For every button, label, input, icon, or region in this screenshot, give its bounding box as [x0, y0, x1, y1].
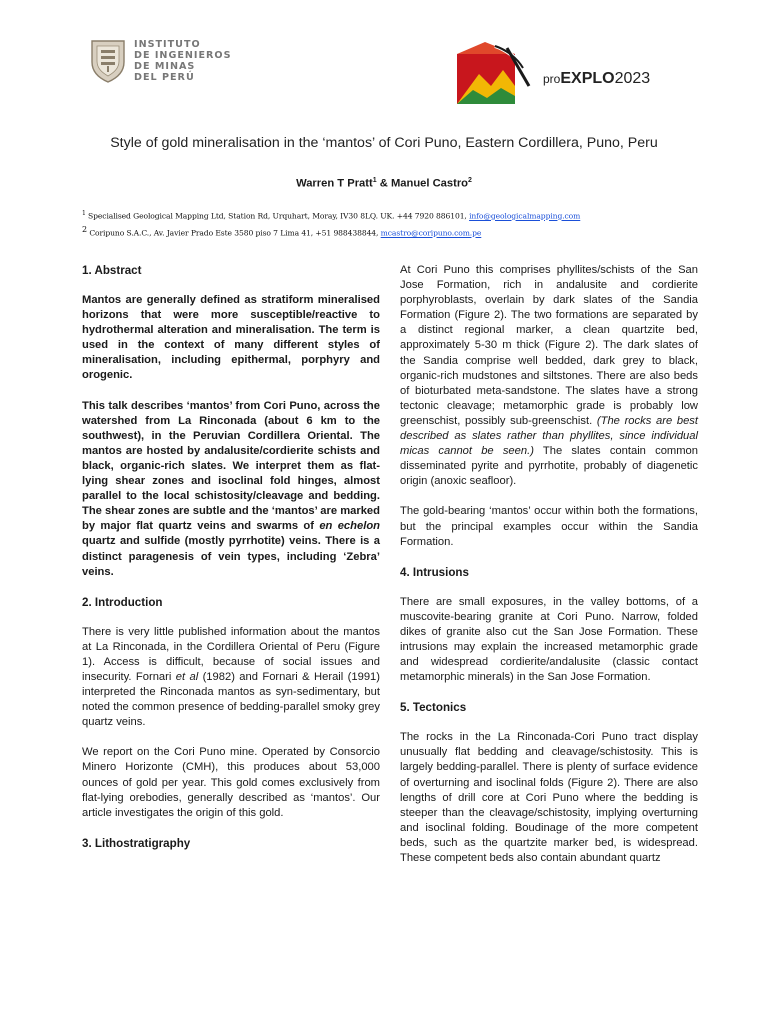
- affiliation-line: [82, 225, 722, 238]
- litho-paragraph: [400, 263, 698, 489]
- litho-text: At Cori Puno this comprises phyllites/schists of the San Jose Formation, rich in andalusite and cordierite porphyroblasts, overlain by dark slates of the Sandia Formation (Figure 2). The two formations are separated by a distinct regional marker, a clean quartzite bed, approximately 5-30 m thick (Figure 2). The dark slates of the Sandia comprise well bedded, dark grey to black, organic-rich mudstones and siltstones. There are also beds of bioturbated meta-sandstone. The slates have a strong tectonic cleavage; metamorphic grade is probably low greenschist, possibly sub-greenschist.: [400, 264, 698, 427]
- abstract-paragraph: [82, 399, 380, 580]
- proexplo-year: 2023: [614, 70, 651, 87]
- intro-paragraph: [82, 625, 380, 731]
- intro-paragraph: We report on the Cori Puno mine. Operated by Consorcio Minero Horizonte (CMH), this produces about 53,000 ounces of gold per year. This gold comes exclusively from flat-lying orebodies, generally described as ‘mantos’. Our article investigates the origin of this gold.: [82, 746, 380, 819]
- proexplo-main: EXPLO: [560, 70, 615, 87]
- litho-text: The slates contain common disseminated pyrite and pyrrhotite, probably of diagenetic origin (anoxic seafloor).: [400, 445, 698, 488]
- tectonics-paragraph: The rocks in the La Rinconada-Cori Puno tract display unusually flat bedding and cleavage/schistosity. This is largely bedding-parallel. There is plenty of surface evidence of overturning and isoclinal folds (Figure 2). There are also lengths of drill core at Cori Puno where the bedding is steeper than the cleavage/schistosity, implying overturning and isoclinal folding. Boudinage of the more competent beds, such as the quartzite marker bed, is widespread. These competent beds also contain abundant quartz: [400, 731, 698, 864]
- abstract-text: quartz and sulfide (mostly pyrrhotite) veins. There is a distinct paragenesis of vein types, including ‘Zebra’ veins.: [82, 535, 380, 578]
- proexplo-wordmark: [543, 70, 650, 88]
- affiliation-text: Coripuno S.A.C., Av. Javier Prado Este 3580 piso 7 Lima 41, +51 988438844,: [89, 228, 381, 238]
- iim-logo: [88, 38, 288, 88]
- affiliation-number: 1: [82, 210, 86, 217]
- intro-text: (1982) and Fornari & Herail (1991) interpreted the Rinconada mantos as syn-sedimentary, but noted the common presence of bedding-parallel smoky grey quartz veins.: [82, 670, 380, 729]
- iim-line: DE INGENIEROS: [134, 50, 232, 61]
- author-name: Manuel Castro: [390, 177, 469, 190]
- author-name: Warren T Pratt: [296, 177, 373, 190]
- abstract-paragraph: Mantos are generally defined as stratiform mineralised horizons that were more susceptible/reactive to hydrothermal alteration and mineralisation. The term is used in the context of many different styles of mineralisation, including epithermal, porphyry and orogenic.: [82, 294, 380, 382]
- left-column: [82, 263, 380, 851]
- section-heading-lithostratigraphy: 3. Lithostratigraphy: [82, 836, 191, 850]
- iim-line: DEL PERÚ: [134, 72, 195, 83]
- right-column: [400, 263, 698, 866]
- author-affiliation-number: 1: [372, 177, 377, 184]
- proexplo-logo: [455, 40, 695, 110]
- section-heading-abstract: 1. Abstract: [82, 264, 142, 277]
- affiliation-number: 2: [82, 225, 87, 234]
- page-header: [0, 0, 768, 120]
- affiliation-line: [82, 210, 722, 221]
- iim-line: DE MINAS: [134, 61, 196, 72]
- intro-text: There is very little published information about the mantos at La Rinconada, in the Cordillera Oriental of Peru (Figure 1). Access is difficult, because of social issues and insecurity. Fornari: [82, 625, 380, 683]
- intrusions-paragraph: There are small exposures, in the valley bottoms, of a muscovite-bearing granite at Cori Puno. Narrow, folded dikes of granite also cut the San Jose Formation. These intrusions may explain the increased metamorphic grade and widespread cordierite/andalusite (classic contact metamorphic minerals) in the San Jose Formation.: [400, 595, 698, 684]
- paper-authors: [0, 177, 768, 190]
- abstract-text: This talk describes ‘mantos’ from Cori Puno, across the watershed from La Rinconada (about 6 km to the southwest), in the Peruvian Cordillera Oriental. The mantos are hosted by andalusite/cordierite schists and black, organic-rich slates. We interpret them as flat-lying shear zones and isoclinal fold hinges, almost parallel to the local schistosity/cleavage and bedding. The shear zones are subtle and the ‘mantos’ are marked by major flat quartz veins and swarms of: [82, 399, 380, 533]
- proexplo-mountain-icon: [455, 40, 535, 106]
- intro-italic-term: et al: [175, 670, 199, 683]
- affiliation-text: Specialised Geological Mapping Ltd, Station Rd, Urquhart, Moray, IV30 8LQ. UK. +44 7920 886101,: [88, 211, 470, 221]
- litho-paragraph: The gold-bearing ‘mantos’ occur within both the formations, but the principal examples occur within the Sandia Formation.: [400, 505, 698, 548]
- section-heading-intrusions: 4. Intrusions: [400, 565, 469, 579]
- affiliation-email-link[interactable]: mcastro@coripuno.com.pe: [380, 228, 482, 238]
- author-joiner: &: [376, 177, 391, 190]
- paper-title: Style of gold mineralisation in the ‘mantos’ of Cori Puno, Eastern Cordillera, Puno, Peru: [110, 135, 658, 151]
- affiliation-email-link[interactable]: info@geologicalmapping.com: [469, 211, 581, 221]
- abstract-italic-term: en echelon: [319, 520, 380, 533]
- section-heading-introduction: 2. Introduction: [82, 595, 163, 609]
- author-affiliation-number: 2: [468, 177, 472, 184]
- litho-italic-note: (The rocks are best described as slates rather than phyllites, since individual micas cannot be seen.): [400, 414, 698, 458]
- section-heading-tectonics: 5. Tectonics: [400, 701, 467, 715]
- proexplo-pre: pro: [543, 72, 561, 86]
- iim-line: INSTITUTO: [134, 39, 201, 50]
- iim-org-name: [134, 39, 232, 83]
- iim-crest-icon: [88, 38, 128, 84]
